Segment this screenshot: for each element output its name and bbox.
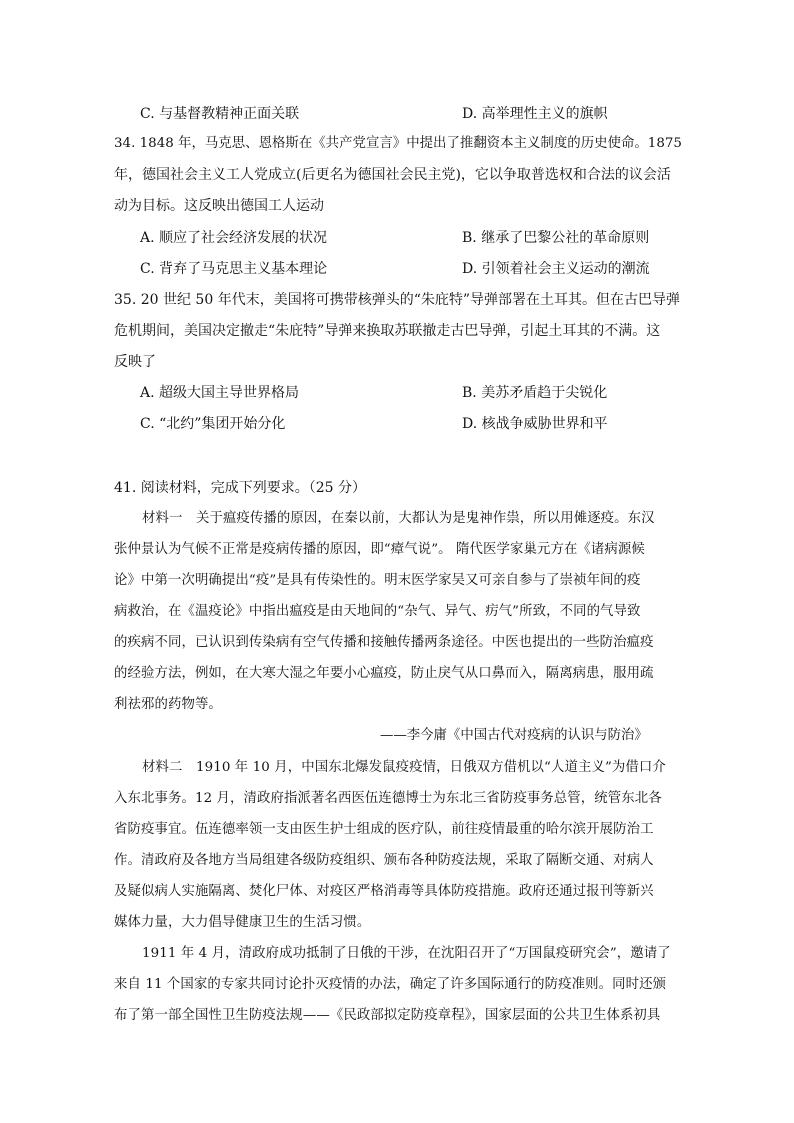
material1-line-5: 的疾病不同，已认识到传染病有空气传播和接触传播两条途径。中医也提出的一些防治瘟疫 <box>114 635 654 650</box>
material2-line-2: 入东北事务。12 月，清政府指派著名西医伍连德博士为东北三省防疫事务总管，统管东北各 <box>114 791 662 806</box>
material1-line-1: 材料一 关于瘟疫传播的原因，在秦以前，大都认为是鬼神作祟，所以用傩逐疫。东汉 <box>142 511 655 526</box>
q33-option-c: C. 与基督教精神正面关联 <box>140 106 300 122</box>
q33-option-d: D. 高举理性主义的旗帜 <box>462 106 608 122</box>
q34-stem-line-2: 年，德国社会主义工人党成立(后更名为德国社会民主党)，它以争取普选权和合法的议会活 <box>114 167 671 183</box>
q35-option-c: C. “北约”集团开始分化 <box>140 416 286 432</box>
material1-line-4: 病救治，在《温疫论》中指出瘟疫是由天地间的“杂气、异气、疠气”所致，不同的气导致 <box>114 604 641 619</box>
q34-option-b: B. 继承了巴黎公社的革命原则 <box>462 230 650 246</box>
q35-option-b: B. 美苏矛盾趋于尖锐化 <box>462 385 608 401</box>
q34-stem-line-3: 动为目标。这反映出德国工人运动 <box>114 198 324 214</box>
material2-line-5: 及疑似病人实施隔离、焚化尸体、对疫区严格消毒等具体防疫措施。政府还通过报刊等新兴 <box>114 884 654 899</box>
q35-options-row-cd <box>140 414 700 434</box>
material2-line-3: 省防疫事宜。伍连德率领一支由医生护士组成的医疗队，前往疫情最重的哈尔滨开展防治工 <box>114 822 654 837</box>
material2-line-7: 1911 年 4 月，清政府成功抵制了日俄的干涉，在沈阳召开了“万国鼠疫研究会”，邀请了 <box>142 946 671 961</box>
q35-options-row-ab <box>140 383 700 403</box>
material1-source: ——李今庸《中国古代对疫病的认识与防治》 <box>380 728 648 743</box>
q35-stem-line-1: 35. 20 世纪 50 年代末，美国将可携带核弹头的“朱庇特”导弹部署在土耳其。但在古巴导弹 <box>114 292 681 308</box>
material2-line-6: 媒体力量，大力倡导健康卫生的生活习惯。 <box>114 915 371 930</box>
q34-option-c: C. 背弃了马克思主义基本理论 <box>140 261 328 277</box>
q35-option-a: A. 超级大国主导世界格局 <box>140 385 300 401</box>
q34-options-row-ab <box>140 228 700 248</box>
material2-line-8: 来自 11 个国家的专家共同讨论扑灭疫情的办法，确定了许多国际通行的防疫准则。同时还颁 <box>114 977 667 992</box>
q34-option-a: A. 顺应了社会经济发展的状况 <box>140 230 328 246</box>
q34-stem-line-1: 34. 1848 年，马克思、恩格斯在《共产党宣言》中提出了推翻资本主义制度的历史使命。1875 <box>114 136 682 151</box>
q35-option-d: D. 核战争威胁世界和平 <box>462 416 608 432</box>
material2-line-1: 材料二 1910 年 10 月，中国东北爆发鼠疫疫情，日俄双方借机以“人道主义”为借口介 <box>142 760 666 775</box>
material2-line-9: 布了第一部全国性卫生防疫法规——《民政部拟定防疫章程》，国家层面的公共卫生体系初具 <box>114 1008 661 1023</box>
material1-line-7: 利祛邪的药物等。 <box>114 697 222 712</box>
material1-line-3: 论》中第一次明确提出“疫”是具有传染性的。明末医学家吴又可亲自参与了崇祯年间的疫 <box>114 573 641 588</box>
material1-line-6: 的经验方法，例如，在大寒大湿之年要小心瘟疫，防止戾气从口鼻而入，隔离病患，服用疏 <box>114 666 654 681</box>
q34-option-d: D. 引领着社会主义运动的潮流 <box>462 261 650 277</box>
q35-stem-line-2: 危机期间，美国决定撤走“朱庇特”导弹来换取苏联撤走古巴导弹，引起土耳其的不满。这 <box>114 323 661 339</box>
q41-title: 41. 阅读材料，完成下列要求。（25 分） <box>114 480 366 496</box>
q33-options-row-cd <box>140 104 700 124</box>
q34-options-row-cd <box>140 259 700 279</box>
material1-line-2: 张仲景认为气候不正常是疫病传播的原因，即“瘴气说”。 隋代医学家巢元方在《诸病源候 <box>114 542 645 557</box>
material2-line-4: 作。清政府及各地方当局组建各级防疫组织、颁布各种防疫法规，采取了隔断交通、对病人 <box>114 853 654 868</box>
q35-stem-line-3: 反映了 <box>114 354 156 370</box>
